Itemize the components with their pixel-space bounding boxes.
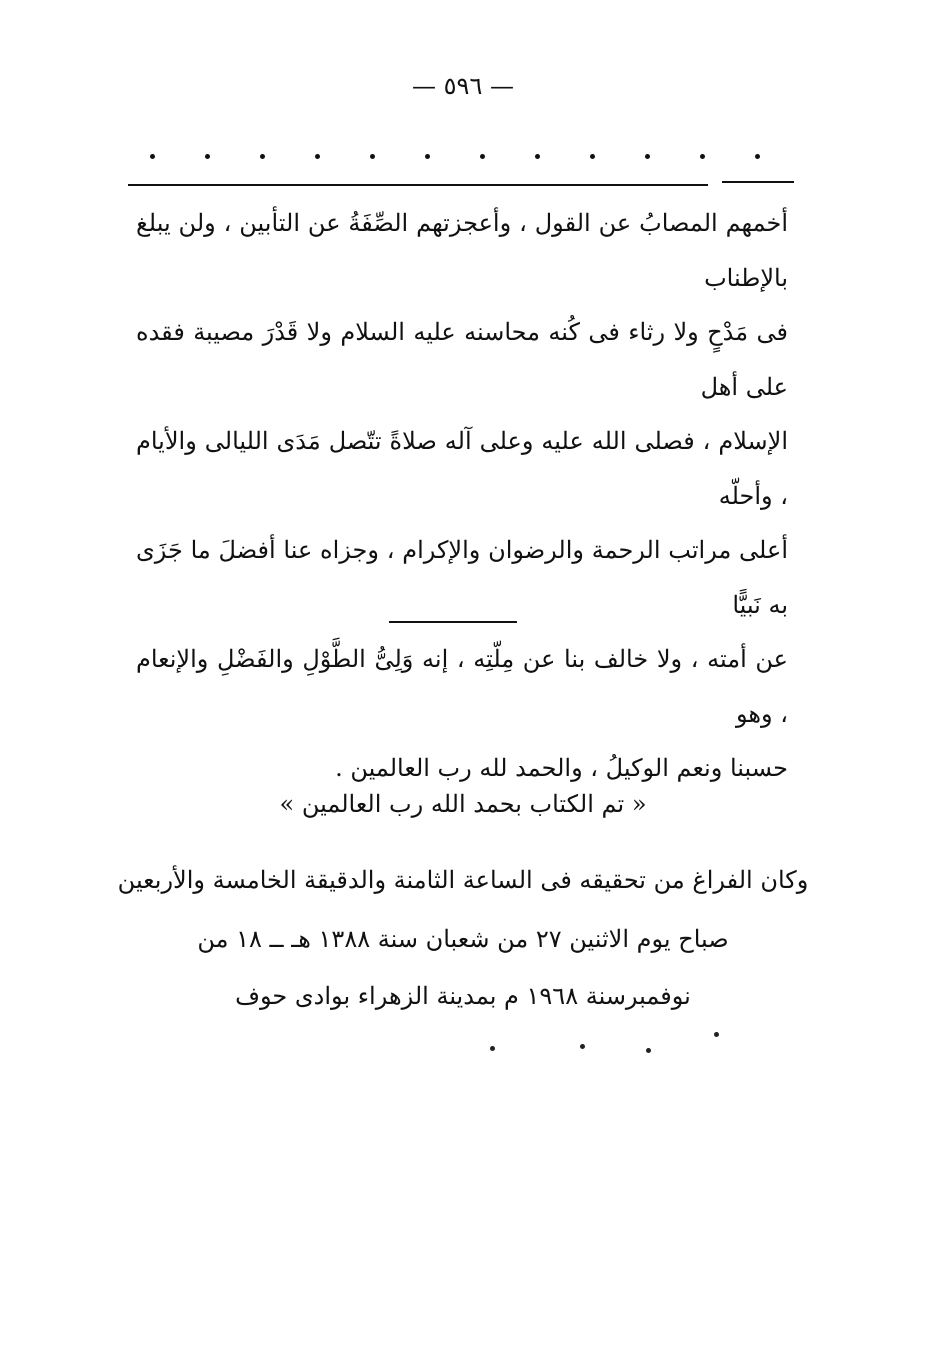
- separator-rule-short: [722, 181, 794, 183]
- ink-speck: [646, 1048, 651, 1053]
- paragraph-line: فى مَدْحٍ ولا رثاء فى كُنه محاسنه عليه السلام ولا قَدْرَ مصيبة فقده على أهل: [136, 318, 788, 401]
- separator-rule-main: [128, 184, 708, 186]
- ink-speck: [490, 1046, 495, 1051]
- main-paragraph: [136, 196, 788, 796]
- paragraph-line: أعلى مراتب الرحمة والرضوان والإكرام ، وجزاه عنا أفضلَ ما جَزَى به نَبيًّا: [136, 536, 788, 619]
- ornament-dot: [370, 154, 375, 159]
- paragraph-line: أخمهم المصابُ عن القول ، وأعجزتهم الصِّفَةُ عن التأبين ، ولن يبلغ بالإطناب: [136, 209, 788, 292]
- page-number: — ٥٩٦ —: [412, 72, 514, 100]
- section-divider: [389, 621, 517, 623]
- colophon-line: صباح يوم الاثنين ٢٧ من شعبان سنة ١٣٨٨ هـ ــ ١٨ من: [197, 925, 729, 953]
- ornament-dot: [150, 154, 155, 159]
- ornament-dot: [590, 154, 595, 159]
- paragraph-line: حسبنا ونعم الوكيلُ ، والحمد لله رب العالمين .: [335, 754, 788, 782]
- ornamental-dots: [150, 146, 760, 166]
- paragraph-line: الإسلام ، فصلى الله عليه وعلى آله صلاةً تتّصل مَدَى الليالى والأيام ، وأحلّه: [136, 427, 788, 510]
- ornament-dot: [700, 154, 705, 159]
- ornament-dot: [425, 154, 430, 159]
- ornament-dot: [645, 154, 650, 159]
- ornament-dot: [315, 154, 320, 159]
- colophon-line: نوفمبرسنة ١٩٦٨ م بمدينة الزهراء بوادى حوف: [235, 982, 691, 1010]
- ornament-dot: [480, 154, 485, 159]
- ink-speck: [714, 1032, 719, 1037]
- paragraph-line: عن أمته ، ولا خالف بنا عن مِلّتِه ، إنه وَلِىُّ الطَّوْلِ والفَضْلِ والإنعام ، وهو: [136, 645, 788, 728]
- colophon-line: وكان الفراغ من تحقيقه فى الساعة الثامنة والدقيقة الخامسة والأربعين: [117, 866, 809, 894]
- ornament-dot: [535, 154, 540, 159]
- ink-speck: [580, 1044, 585, 1049]
- ornament-dot: [755, 154, 760, 159]
- ornament-dot: [260, 154, 265, 159]
- ornament-dot: [205, 154, 210, 159]
- book-end-title: « تم الكتاب بحمد الله رب العالمين »: [279, 790, 647, 818]
